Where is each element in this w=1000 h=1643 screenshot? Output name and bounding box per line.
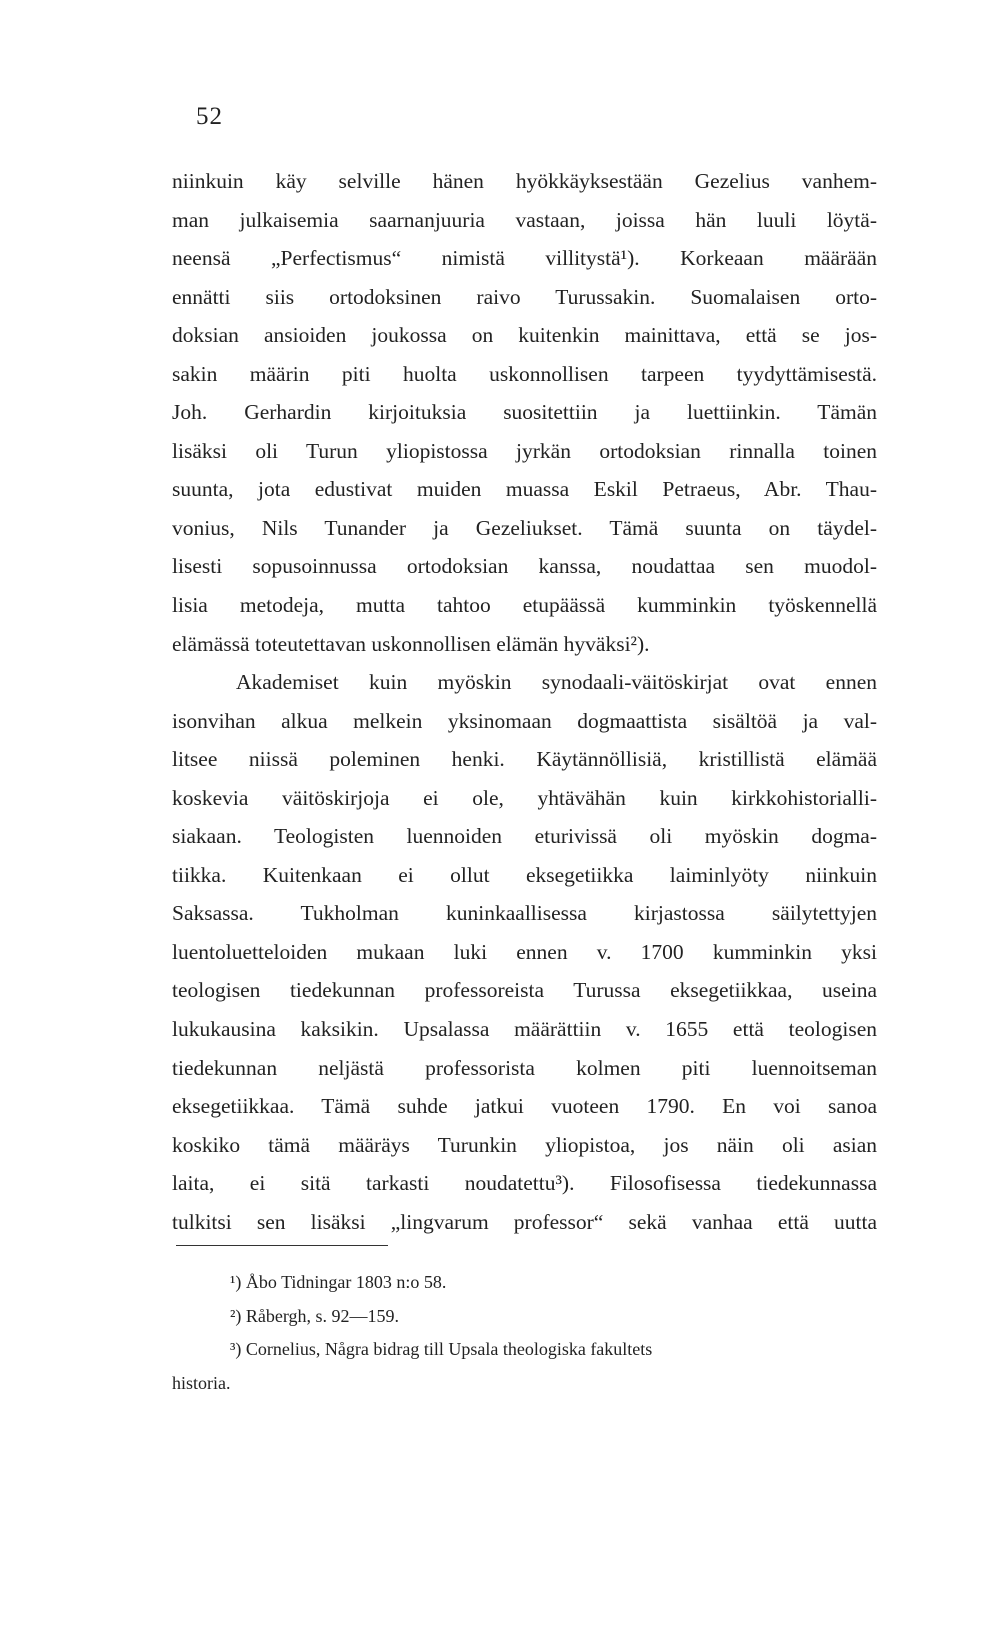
text-line: sakin määrin piti huolta uskonnollisen tarpeen tyydyttämisestä. [172,361,877,386]
text-line: lisäksi oli Turun yliopistossa jyrkän ortodoksian rinnalla toinen [172,438,877,463]
paragraph [172,162,877,663]
footnote-mark: ¹) [230,1272,242,1292]
text-line: vonius, Nils Tunander ja Gezeliukset. Tämä suunta on täydel- [172,515,877,540]
footnote-continuation [172,1367,877,1401]
text-line: teologisen tiedekunnan professoreista Turussa eksegetiikkaa, useina [172,978,877,1003]
footnote-text: Råbergh, s. 92—159. [245,1305,400,1326]
footnotes [172,1266,877,1400]
text-line: koskevia väitöskirjoja ei ole, yhtävähän kuin kirkkohistorialli- [172,785,877,810]
text-line: ennätti siis ortodoksinen raivo Turussakin. Suomalaisen orto- [172,284,877,309]
text-line: litsee niissä poleminen henki. Käytännöllisiä, kristillistä elämää [172,747,877,772]
footnote [172,1300,877,1334]
footnote [172,1266,877,1300]
text-line: laita, ei sitä tarkasti noudatettu³). Filosofisessa tiedekunnassa [172,1171,877,1196]
body-text [172,162,877,1241]
text-line: neensä „Perfectismus“ nimistä villitystä¹). Korkeaan määrään [172,246,877,271]
text-line: eksegetiikkaa. Tämä suhde jatkui vuoteen 1790. En voi sanoa [172,1094,877,1119]
text-line: lukukausina kaksikin. Upsalassa määrättiin v. 1655 että teologisen [172,1017,877,1042]
text-line: Saksassa. Tukholman kuninkaallisessa kirjastossa säilytettyjen [172,901,877,926]
text-line: Akademiset kuin myöskin synodaali-väitöskirjat ovat ennen [236,670,877,695]
footnote-text: Cornelius, Några bidrag till Upsala theologiska fakultets [245,1339,653,1359]
text-line: doksian ansioiden joukossa on kuitenkin mainittava, että se jos- [172,323,877,348]
text-line: tulkitsi sen lisäksi „lingvarum professor“ sekä vanhaa että uutta [172,1209,877,1234]
text-line: Joh. Gerhardin kirjoituksia suositettiin ja luettiinkin. Tämän [172,400,877,425]
text-line: siakaan. Teologisten luennoiden eturivissä oli myöskin dogma- [172,824,877,849]
footnote [172,1333,877,1367]
text-line: elämässä toteutettavan uskonnollisen elämän hyväksi²). [172,631,650,656]
page-number: 52 [196,103,223,130]
text-line: man julkaisemia saarnanjuuria vastaan, joissa hän luuli löytä- [172,207,877,232]
text-line: luentoluetteloiden mukaan luki ennen v. 1700 kumminkin yksi [172,939,877,964]
footnote-mark: ³) [230,1339,242,1359]
text-line: koskiko tämä määräys Turunkin yliopistoa, jos näin oli asian [172,1132,877,1157]
text-line: isonvihan alkua melkein yksinomaan dogmaattista sisältöä ja val- [172,708,877,733]
text-line: lisia metodeja, mutta tahtoo etupäässä kumminkin työskennellä [172,593,877,618]
text-line: tiikka. Kuitenkaan ei ollut eksegetiikka laiminlyöty niinkuin [172,862,877,887]
text-line: suunta, jota edustivat muiden muassa Eskil Petraeus, Abr. Thau- [172,477,877,502]
footnote-text: Åbo Tidningar 1803 n:o 58. [245,1272,447,1292]
footnote-separator [176,1245,388,1246]
footnote-mark: ²) [230,1305,242,1326]
text-line: tiedekunnan neljästä professorista kolmen piti luennoitseman [172,1055,877,1080]
footnote-text: historia. [172,1372,231,1393]
paragraph [172,663,877,1241]
text-line: niinkuin käy selville hänen hyökkäyksestään Gezelius vanhem- [172,169,877,193]
text-line: lisesti sopusoinnussa ortodoksian kanssa, noudattaa sen muodol- [172,554,877,579]
